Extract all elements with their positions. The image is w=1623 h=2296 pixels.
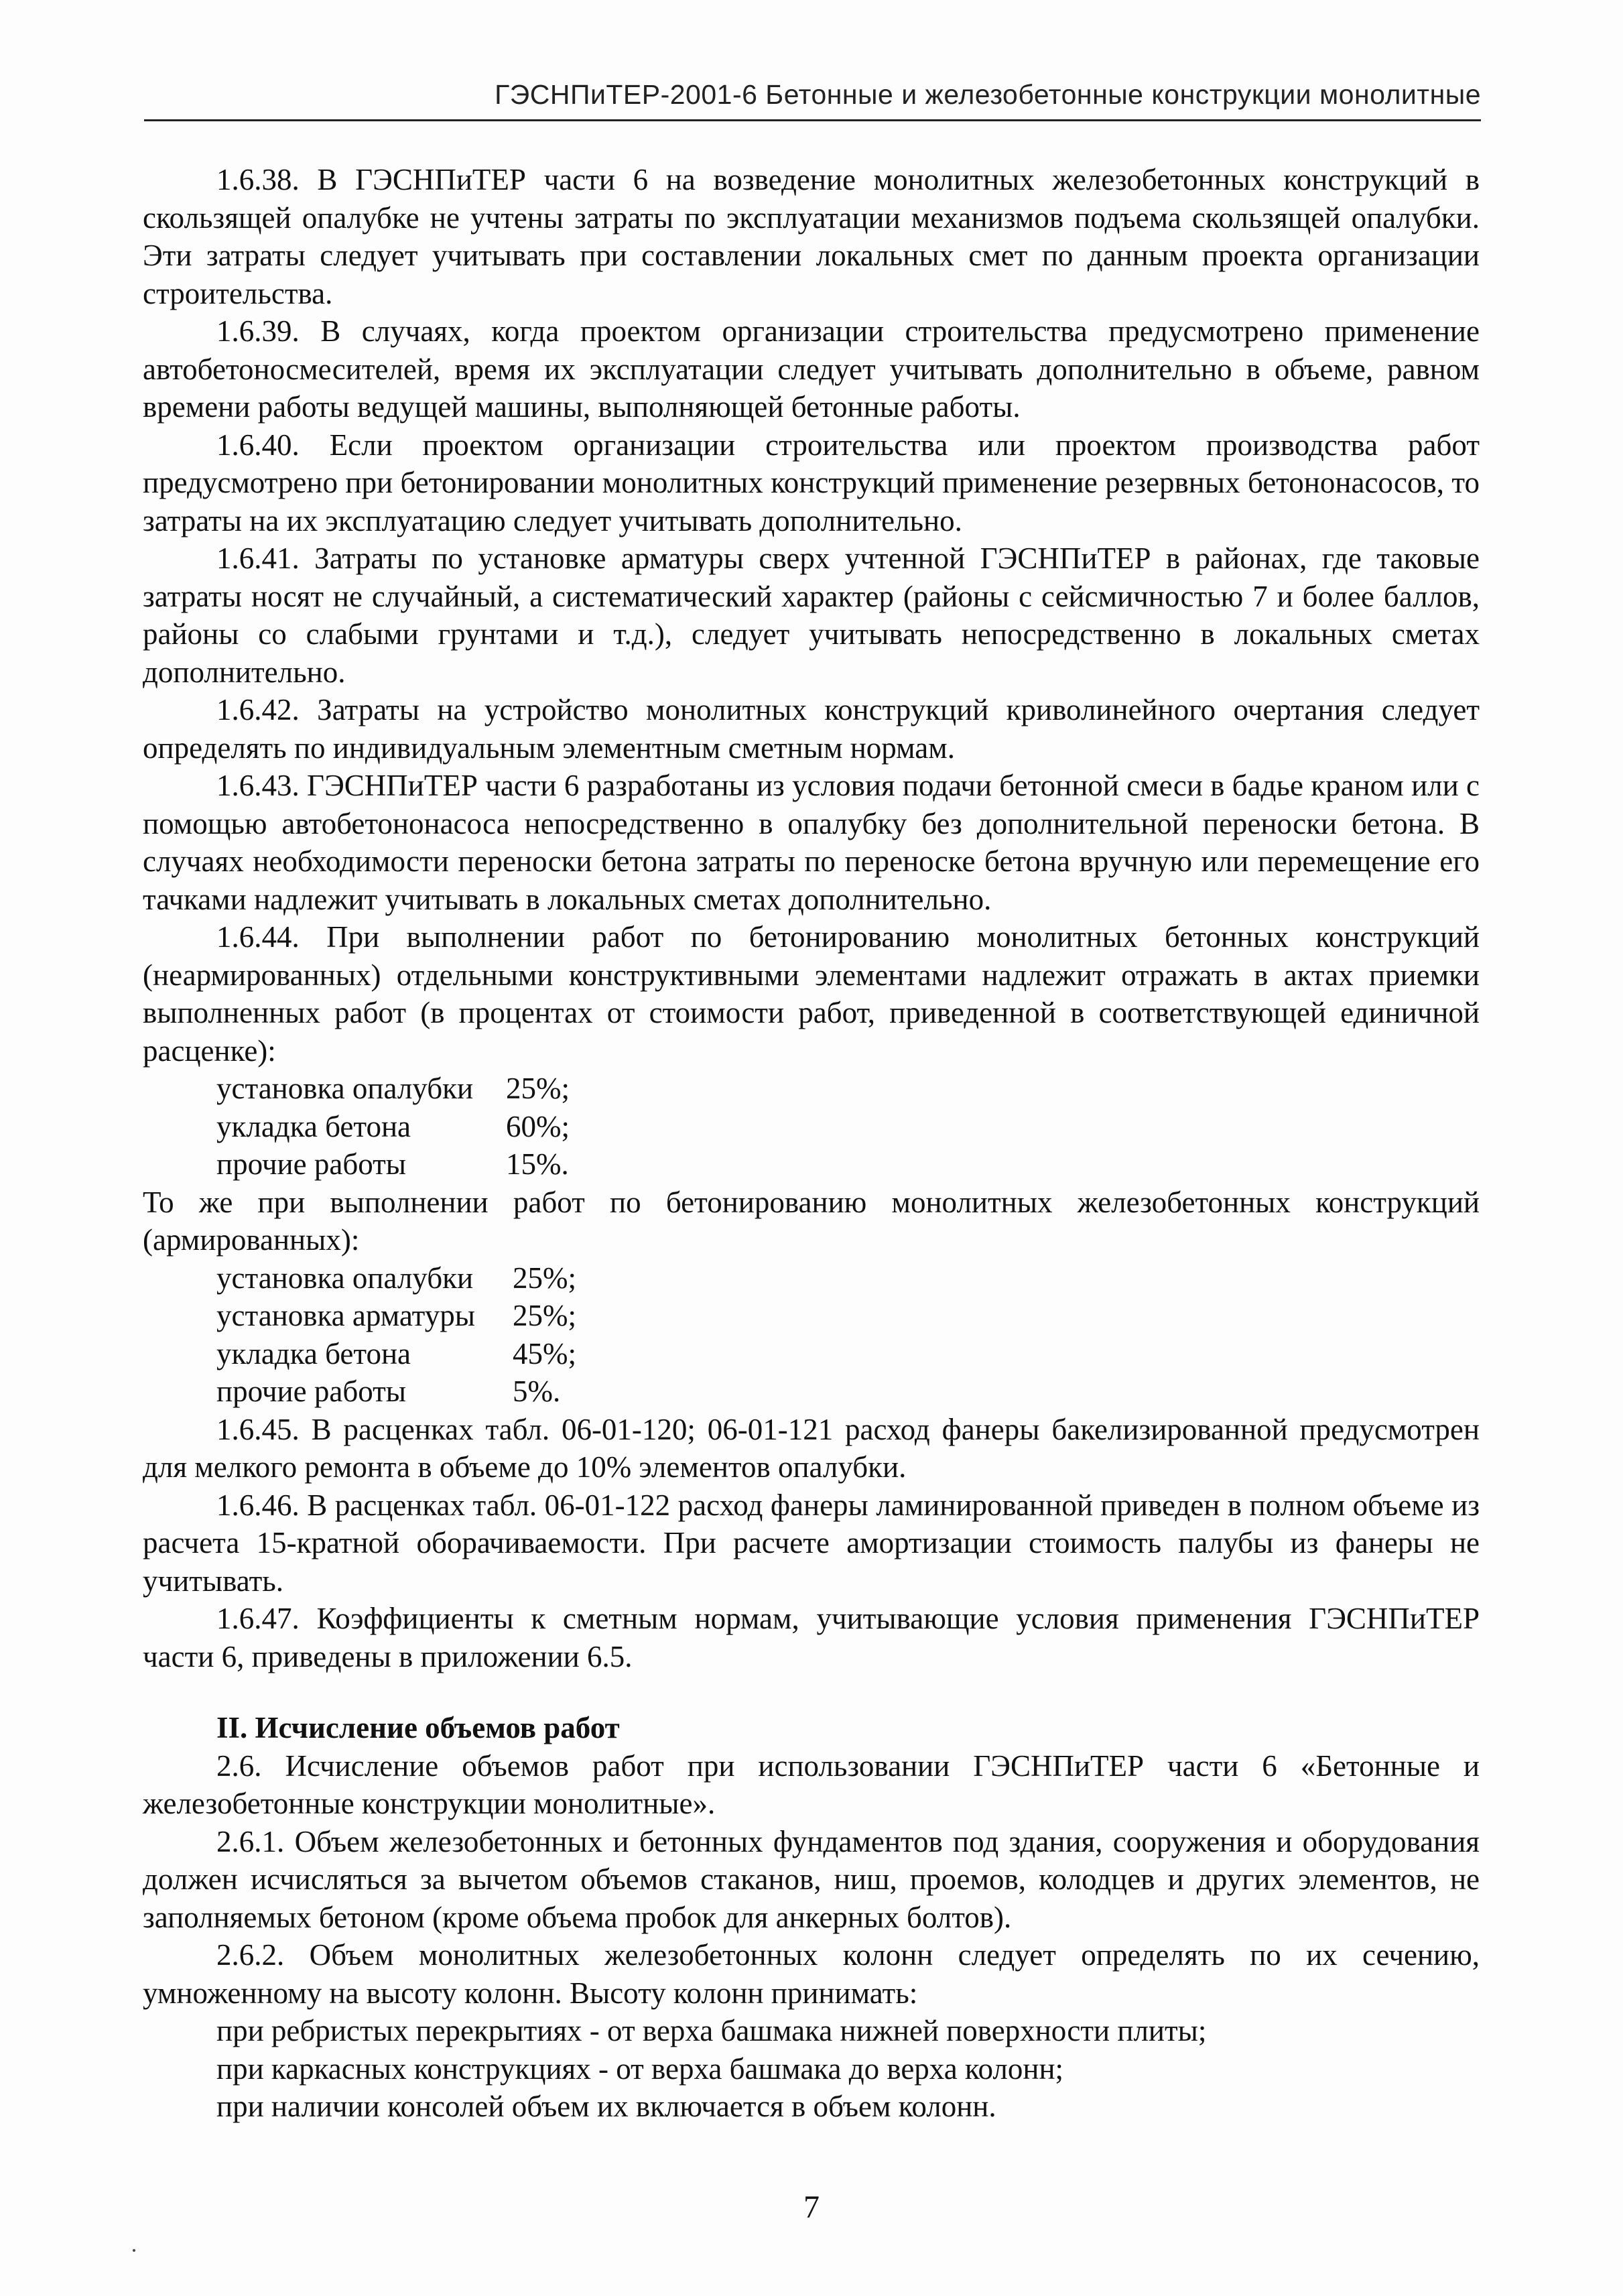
list-item-label: установка опалубки xyxy=(216,1261,474,1295)
paragraph-1-6-45: 1.6.45. В расценках табл. 06-01-120; 06-01-121 расход фанеры бакелизированной предусмотрен для мелкого ремонта в объеме до 10% элементов опалубки. xyxy=(143,1412,1480,1484)
list-item xyxy=(143,1335,1480,1373)
paragraph-1-6-44: 1.6.44. При выполнении работ по бетонированию монолитных бетонных конструкций (неармированных) отдельными конструктивными элементами надлежит отражать в актах приемки выполненных работ (в процентах от стоимости работ, приведенной в соответствующей единичной расценке): xyxy=(143,920,1480,1068)
reinforced-intro: То же при выполнении работ по бетонированию монолитных железобетонных конструкций (армированных): xyxy=(143,1185,1480,1257)
paragraph-1-6-46: 1.6.46. В расценках табл. 06-01-122 расход фанеры ламинированной приведен в полном объеме из расчета 15-кратной оборачиваемости. При расчете амортизации стоимость палубы из фанеры не учитывать. xyxy=(143,1488,1480,1598)
list-item-value: 25%; xyxy=(513,1261,576,1295)
paragraph-1-6-41: 1.6.41. Затраты по установке арматуры сверх учтенной ГЭСНПиТЕР в районах, где таковые затраты носят не случайный, а систематический характер (районы с сейсмичностью 7 и более баллов, районы со слабыми грунтами и т.д.), следует учитывать непосредственно в локальных сметах дополнительно. xyxy=(143,541,1480,689)
paragraph-2-6-1: 2.6.1. Объем железобетонных и бетонных фундаментов под здания, сооружения и оборудования должен исчисляться за вычетом объемов стаканов, ниш, проемов, колодцев и других элементов, не заполняемых бетоном (кроме объема пробок для анкерных болтов). xyxy=(143,1824,1480,1934)
header-rule xyxy=(144,119,1481,121)
paragraph-1-6-43: 1.6.43. ГЭСНПиТЕР части 6 разработаны из условия подачи бетонной смеси в бадье краном или с помощью автобетононасоса непосредственно в опалубку без дополнительной переноски бетона. В случаях необходимости переноски бетона затраты по переноске бетона вручную или перемещение его тачками надлежит учитывать в локальных сметах дополнительно. xyxy=(143,769,1480,916)
page-body xyxy=(143,161,1480,2126)
list-item-value: 60%; xyxy=(506,1109,570,1143)
column-height-rule: при каркасных конструкциях - от верха башмака до верха колонн; xyxy=(216,2051,1064,2086)
paragraph-1-6-42: 1.6.42. Затраты на устройство монолитных конструкций криволинейного очертания следует определять по индивидуальным элементным сметным нормам. xyxy=(143,693,1480,765)
column-height-rule: при ребристых перекрытиях - от верха башмака нижней поверхности плиты; xyxy=(216,2014,1207,2047)
list-item-value: 25%; xyxy=(506,1072,570,1105)
list-item-value: 15%. xyxy=(506,1147,569,1181)
running-header: ГЭСНПиТЕР-2001-6 Бетонные и железобетонные конструкции монолитные xyxy=(495,79,1481,110)
section-heading: II. Исчисление объемов работ xyxy=(216,1711,620,1744)
column-height-rule: при наличии консолей объем их включается в объем колонн. xyxy=(216,2090,996,2123)
scan-speck xyxy=(133,2249,135,2252)
page-number: 7 xyxy=(803,2189,820,2225)
list-item-label: установка арматуры xyxy=(216,1299,475,1332)
list-item-label: укладка бетона xyxy=(216,1336,411,1370)
list-item-label: прочие работы xyxy=(216,1147,407,1181)
list-item xyxy=(143,1145,1480,1184)
list-item-label: укладка бетона xyxy=(216,1109,411,1143)
list-item-value: 25%; xyxy=(513,1299,576,1332)
list-item xyxy=(143,1259,1480,1297)
list-item-value: 45%; xyxy=(513,1336,576,1370)
paragraph-1-6-40: 1.6.40. Если проектом организации строительства или проектом производства работ предусмотрено при бетонировании монолитных конструкций применение резервных бетононасосов, то затраты на их эксплуатацию следует учитывать дополнительно. xyxy=(143,428,1480,537)
list-item-value: 5%. xyxy=(513,1375,561,1408)
list-item-label: прочие работы xyxy=(216,1375,407,1408)
list-item xyxy=(143,1070,1480,1108)
paragraph-1-6-38: 1.6.38. В ГЭСНПиТЕР части 6 на возведение монолитных железобетонных конструкций в скользящей опалубке не учтены затраты по эксплуатации механизмов подъема скользящей опалубки. Эти затраты следует учитывать при составлении локальных смет по данным проекта организации строительства. xyxy=(143,163,1480,310)
paragraph-1-6-39: 1.6.39. В случаях, когда проектом организации строительства предусмотрено применение автобетоносмесителей, время их эксплуатации следует учитывать дополнительно в объеме, равном времени работы ведущей машины, выполняющей бетонные работы. xyxy=(143,314,1480,424)
list-item xyxy=(143,1373,1480,1411)
paragraph-2-6: 2.6. Исчисление объемов работ при использовании ГЭСНПиТЕР части 6 «Бетонные и железобетонные конструкции монолитные». xyxy=(143,1748,1480,1820)
unreinforced-percent-list xyxy=(143,1070,1480,1184)
list-item xyxy=(143,1108,1480,1146)
list-item xyxy=(143,1297,1480,1335)
paragraph-2-6-2: 2.6.2. Объем монолитных железобетонных колонн следует определять по их сечению, умноженному на высоту колонн. Высоту колонн принимать: xyxy=(143,1938,1480,2010)
reinforced-percent-list xyxy=(143,1259,1480,1411)
paragraph-1-6-47: 1.6.47. Коэффициенты к сметным нормам, учитывающие условия применения ГЭСНПиТЕР части 6, приведены в приложении 6.5. xyxy=(143,1602,1480,1673)
list-item-label: установка опалубки xyxy=(216,1072,474,1105)
